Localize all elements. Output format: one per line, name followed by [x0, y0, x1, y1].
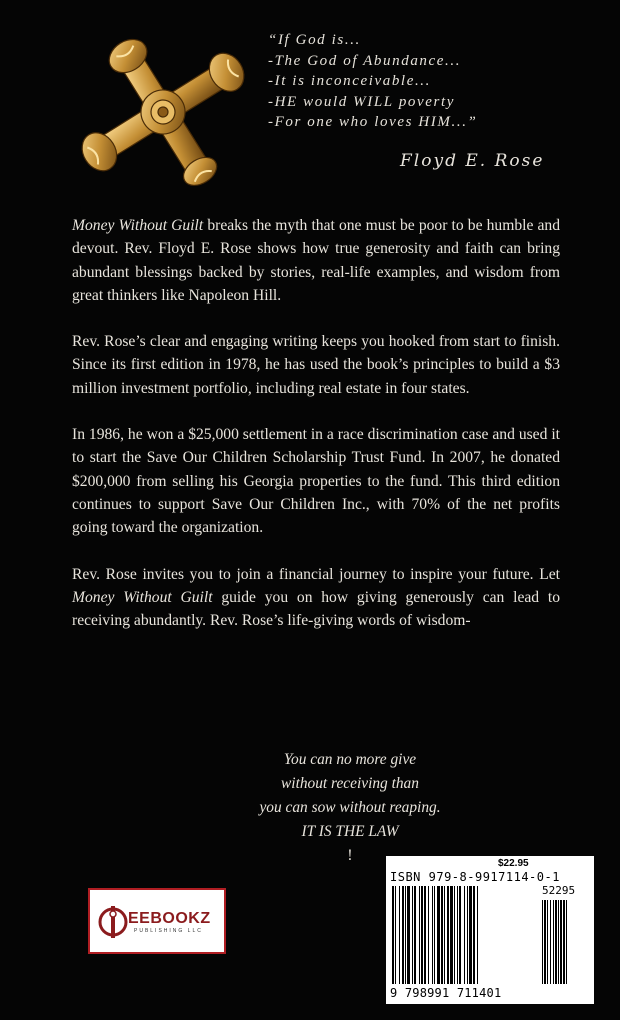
barcode-bar	[392, 886, 394, 984]
barcode-bar	[566, 900, 567, 984]
barcode-bar	[544, 900, 546, 984]
author-signature: Floyd E. Rose	[400, 151, 545, 171]
barcode-bar	[447, 886, 449, 984]
barcode-bar	[432, 886, 433, 984]
epigraph-line: “If God is...	[268, 32, 361, 48]
barcode-bar	[457, 886, 458, 984]
barcode-bar	[441, 886, 443, 984]
barcode-bar	[428, 886, 429, 984]
isbn-barcode	[386, 856, 594, 1004]
publisher-emblem-icon	[98, 900, 128, 944]
barcode-bar	[450, 886, 453, 984]
blurb-paragraph-3: In 1986, he won a $25,000 settlement in a race discrimination case and used it to start the Save Our Children Scholarship Trust Fund. In 2007, he donated $200,000 from selling his Georgia properties to the fund. This third edition continues to support Save Our Children Inc., with 70% of the net profits going toward the organization.	[72, 426, 560, 537]
barcode-bar	[395, 886, 396, 984]
barcode-bar	[437, 886, 440, 984]
blurb	[72, 214, 560, 632]
barcode-bar	[444, 886, 445, 984]
barcode-bar	[560, 900, 562, 984]
barcode-bar	[402, 886, 404, 984]
epigraph-line: -HE would WILL poverty	[268, 93, 455, 110]
barcode-bar	[459, 886, 461, 984]
blurb-paragraph-2: Rev. Rose’s clear and engaging writing keeps you hooked from start to finish. Since its first edition in 1978, he has used the book’s principles to build a $3 million investment portfolio, including real estate in four states.	[72, 333, 560, 397]
ornate-cross-icon	[58, 32, 268, 192]
barcode-bar	[405, 886, 406, 984]
isbn-text: ISBN 979-8-9917114-0-1	[390, 870, 560, 884]
barcode-bar	[473, 886, 475, 984]
barcode-bar	[407, 886, 410, 984]
closing-quote	[230, 748, 470, 868]
blurb-paragraph-1	[72, 214, 560, 307]
price-addon-digits: 52295	[542, 884, 576, 897]
barcode-bar	[412, 886, 413, 984]
blurb-paragraph-4	[72, 563, 560, 633]
paragraph-text: Rev. Rose invites you to join a financial journey to inspire your future. Let	[72, 565, 560, 583]
publisher-logo	[88, 888, 226, 954]
barcode-bar	[464, 886, 465, 984]
barcode-bar	[467, 886, 468, 984]
barcode-bar	[550, 900, 551, 984]
barcode-bar	[542, 900, 543, 984]
barcode-bar	[424, 886, 426, 984]
barcode-bar	[563, 900, 565, 984]
book-title: Money Without Guilt	[72, 217, 204, 234]
barcode-bars	[392, 886, 588, 984]
barcode-bar	[419, 886, 420, 984]
barcode-bar	[399, 886, 400, 984]
barcode-bar	[555, 900, 557, 984]
epigraph-line: -The God of Abundance...	[268, 52, 462, 69]
barcode-bar	[477, 886, 478, 984]
book-title: Money Without Guilt	[72, 588, 213, 606]
barcode-bar	[434, 886, 435, 984]
epigraph-line: -It is inconceivable...	[268, 73, 432, 89]
law-text: IT IS THE LAW	[301, 823, 399, 840]
barcode-bar	[454, 886, 455, 984]
quote-line: You can no more give	[283, 751, 417, 768]
publisher-name: EEBOOKZ	[128, 910, 211, 927]
quote-line: without receiving than	[281, 775, 419, 792]
epigraph-line: -For one who loves HIM...”	[268, 114, 478, 130]
epigraph	[268, 30, 598, 133]
barcode-bar	[553, 900, 554, 984]
barcode-bar	[421, 886, 423, 984]
barcode-bar	[558, 900, 559, 984]
paragraph-text: guide you on how giving generously can lead to receiving abundantly. Rev. Rose’s life-giving words of wisdom-	[72, 588, 560, 630]
paragraph-text: breaks the myth that one must be poor to be humble and devout. Rev. Floyd E. Rose shows how true generosity and faith can bring abundant blessings backed by stories, real-life examples, and wisdom from great thinkers like Napoleon Hill.	[72, 217, 560, 304]
price: $22.95	[498, 858, 529, 869]
barcode-bar	[469, 886, 472, 984]
law-punctuation: !	[347, 847, 353, 864]
barcode-digits: 9 798991 711401	[390, 986, 502, 1000]
publisher-subtitle: PUBLISHING LLC	[134, 928, 203, 934]
quote-line: you can sow without reaping.	[259, 799, 441, 816]
barcode-bar	[414, 886, 416, 984]
barcode-bar	[547, 900, 548, 984]
